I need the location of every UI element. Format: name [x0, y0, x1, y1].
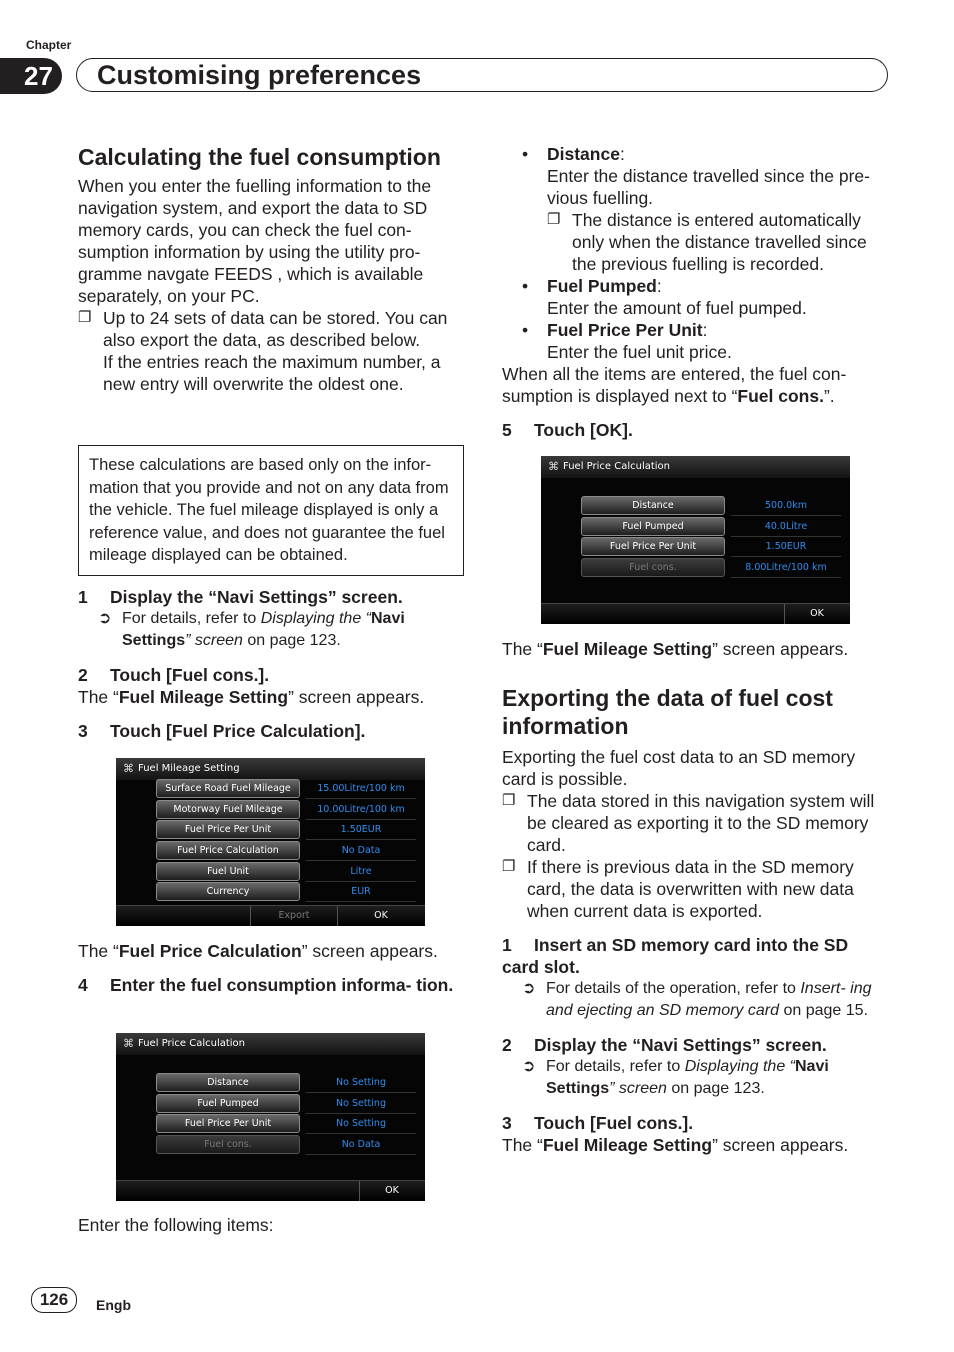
- summary-text: When all the items are entered, the fuel con- sumption is displayed next to “Fuel cons.”.: [502, 364, 847, 406]
- setting-value: 40.0Litre: [731, 517, 841, 537]
- step-number: 5: [502, 420, 512, 440]
- right-column-2: [502, 638, 882, 1156]
- fuel-pumped-button[interactable]: Fuel Pumped: [581, 517, 725, 536]
- step-text: Display the “Navi Settings” screen.: [110, 587, 403, 607]
- step-text: Touch [OK].: [534, 420, 633, 440]
- step-text: Touch [Fuel Price Calculation].: [110, 721, 366, 741]
- page-number: 126: [31, 1287, 77, 1313]
- cross-reference: ➲ For details, refer to Displaying the “Navi Settings” screen on page 123.: [522, 1058, 829, 1097]
- fuel-price-per-unit-button[interactable]: Fuel Price Per Unit: [156, 1114, 300, 1133]
- setting-value: 1.50EUR: [731, 537, 841, 557]
- step-number: 3: [78, 721, 88, 741]
- setting-value: 8.00Litre/100 km: [731, 558, 841, 578]
- fuel-unit-button[interactable]: Fuel Unit: [156, 862, 300, 881]
- ok-button[interactable]: OK: [359, 1181, 424, 1201]
- step-1: [78, 586, 464, 608]
- note-item: ❐ The data stored in this navigation system will be cleared as exporting it to the SD memory card.: [502, 791, 875, 855]
- section-heading: Exporting the data of fuel cost information: [502, 685, 833, 739]
- setting-value: No Setting: [306, 1073, 416, 1093]
- note-text: If the entries reach the maximum number, a new entry will overwrite the oldest one.: [103, 352, 441, 394]
- screenshot-fuel-price-calculation-filled: [541, 456, 850, 624]
- distance-button[interactable]: Distance: [156, 1073, 300, 1092]
- step-number: 3: [502, 1113, 512, 1133]
- bullet-icon: •: [522, 144, 529, 164]
- fuel-cons-button: Fuel cons.: [156, 1135, 300, 1154]
- page-title: Customising preferences: [76, 58, 888, 92]
- export-step-1: [502, 934, 882, 978]
- bullet-icon: •: [522, 320, 529, 340]
- step-2: [78, 664, 464, 686]
- chapter-label: Chapter: [26, 38, 72, 52]
- screenshot-fuel-price-calculation-empty: [116, 1033, 425, 1201]
- fuel-pumped-button[interactable]: Fuel Pumped: [156, 1094, 300, 1113]
- setting-value: No Setting: [306, 1094, 416, 1114]
- left-steps-2: [78, 940, 464, 996]
- step-text: Insert an SD memory card into the SD card slot.: [502, 935, 849, 977]
- checkbox-bullet-icon: ❐: [78, 309, 92, 326]
- step-text: Display the “Navi Settings” screen.: [534, 1035, 827, 1055]
- cross-reference: ➲ For details, refer to Displaying the “Navi Settings” screen on page 123.: [98, 610, 405, 649]
- step-result: The “Fuel Price Calculation” screen appears.: [78, 941, 438, 961]
- setting-value: No Setting: [306, 1114, 416, 1134]
- screen-title: Fuel Mileage Setting: [138, 763, 240, 774]
- step-number: 4: [78, 975, 88, 995]
- disclaimer-text: These calculations are based only on the infor- mation that you provide and not on any data from the vehicle. The fuel mileage displayed is only a reference value, and does not guarantee the fuel mileage displayed can be obtained.: [89, 456, 449, 564]
- checkbox-bullet-icon: ❐: [547, 211, 561, 228]
- step-5: [502, 419, 882, 441]
- screen-title: Fuel Price Calculation: [563, 461, 671, 472]
- fuel-price-per-unit-button[interactable]: Fuel Price Per Unit: [581, 537, 725, 556]
- following-items: [78, 1214, 464, 1236]
- export-step-3: [502, 1112, 882, 1134]
- fuel-price-per-unit-button[interactable]: Fuel Price Per Unit: [156, 820, 300, 839]
- screenshot-fuel-mileage-setting: [116, 758, 425, 926]
- settings-icon: ⌘: [123, 1037, 134, 1050]
- surface-road-fuel-mileage-button[interactable]: Surface Road Fuel Mileage: [156, 779, 300, 798]
- motorway-fuel-mileage-button[interactable]: Motorway Fuel Mileage: [156, 800, 300, 819]
- list-item: • Fuel Pumped: Enter the amount of fuel pumped.: [522, 276, 807, 318]
- arrow-right-icon: ➲: [522, 980, 536, 997]
- chapter-number: 27: [0, 58, 62, 94]
- left-column: [78, 143, 464, 395]
- step-result: The “Fuel Mileage Setting” screen appears.: [502, 639, 849, 659]
- step-result: The “Fuel Mileage Setting” screen appears.: [502, 1135, 849, 1155]
- setting-value: No Data: [306, 841, 416, 861]
- setting-value: 10.00Litre/100 km: [306, 800, 416, 820]
- export-intro: Exporting the fuel cost data to an SD memory card is possible.: [502, 747, 856, 789]
- step-number: 1: [502, 935, 512, 955]
- ok-button[interactable]: OK: [337, 906, 424, 926]
- note-item: ❐ The distance is entered automatically only when the distance travelled since the previous fuelling is recorded.: [547, 210, 867, 274]
- step-4: [78, 974, 464, 996]
- fuel-cons-button: Fuel cons.: [581, 558, 725, 577]
- export-step-2: [502, 1034, 882, 1056]
- step-number: 2: [502, 1035, 512, 1055]
- step-number: 2: [78, 665, 88, 685]
- currency-button[interactable]: Currency: [156, 882, 300, 901]
- following-text: Enter the following items:: [78, 1215, 274, 1235]
- cross-reference: ➲ For details of the operation, refer to Insert- ing and ejecting an SD memory card on page 15.: [522, 980, 872, 1019]
- step-text: Touch [Fuel cons.].: [534, 1113, 694, 1133]
- setting-value: No Data: [306, 1135, 416, 1155]
- section-heading: Calculating the fuel consumption: [78, 144, 441, 170]
- step-text: Enter the fuel consumption informa- tion.: [110, 975, 454, 995]
- intro-paragraph: When you enter the fuelling information to the navigation system, and export the data to SD memory cards, you can check the fuel con- sumption information by using the utility pro- gramme navgate FEEDS , which is available separately, on your PC.: [78, 176, 432, 306]
- step-text: Touch [Fuel cons.].: [110, 665, 270, 685]
- left-steps: [78, 586, 464, 742]
- step-result: The “Fuel Mileage Setting” screen appears.: [78, 687, 425, 707]
- export-button[interactable]: Export: [250, 906, 337, 926]
- note-text: Up to 24 sets of data can be stored. You can also export the data, as described below.: [103, 308, 448, 350]
- setting-value: 1.50EUR: [306, 820, 416, 840]
- setting-value: Litre: [306, 862, 416, 882]
- ok-button[interactable]: OK: [784, 604, 849, 624]
- setting-value: 15.00Litre/100 km: [306, 779, 416, 799]
- bullet-icon: •: [522, 276, 529, 296]
- list-item: • Fuel Price Per Unit: Enter the fuel unit price.: [522, 320, 732, 362]
- settings-icon: ⌘: [123, 762, 134, 775]
- arrow-right-icon: ➲: [98, 610, 112, 627]
- setting-value: 500.0km: [731, 496, 841, 516]
- note-item: [78, 307, 464, 395]
- distance-button[interactable]: Distance: [581, 496, 725, 515]
- settings-icon: ⌘: [548, 460, 559, 473]
- disclaimer-box: [78, 445, 464, 576]
- screen-title: Fuel Price Calculation: [138, 1038, 246, 1049]
- step-number: 1: [78, 587, 88, 607]
- checkbox-bullet-icon: ❐: [502, 858, 516, 875]
- step-3: [78, 720, 464, 742]
- language-code: Engb: [96, 1297, 131, 1313]
- checkbox-bullet-icon: ❐: [502, 792, 516, 809]
- list-item: • Distance: Enter the distance travelled since the pre- vious fuelling.: [522, 144, 870, 208]
- note-item: ❐ If there is previous data in the SD memory card, the data is overwritten with new data when current data is exported.: [502, 857, 854, 921]
- fuel-price-calculation-button[interactable]: Fuel Price Calculation: [156, 841, 300, 860]
- arrow-right-icon: ➲: [522, 1058, 536, 1075]
- right-column: [502, 143, 882, 441]
- setting-value: EUR: [306, 882, 416, 902]
